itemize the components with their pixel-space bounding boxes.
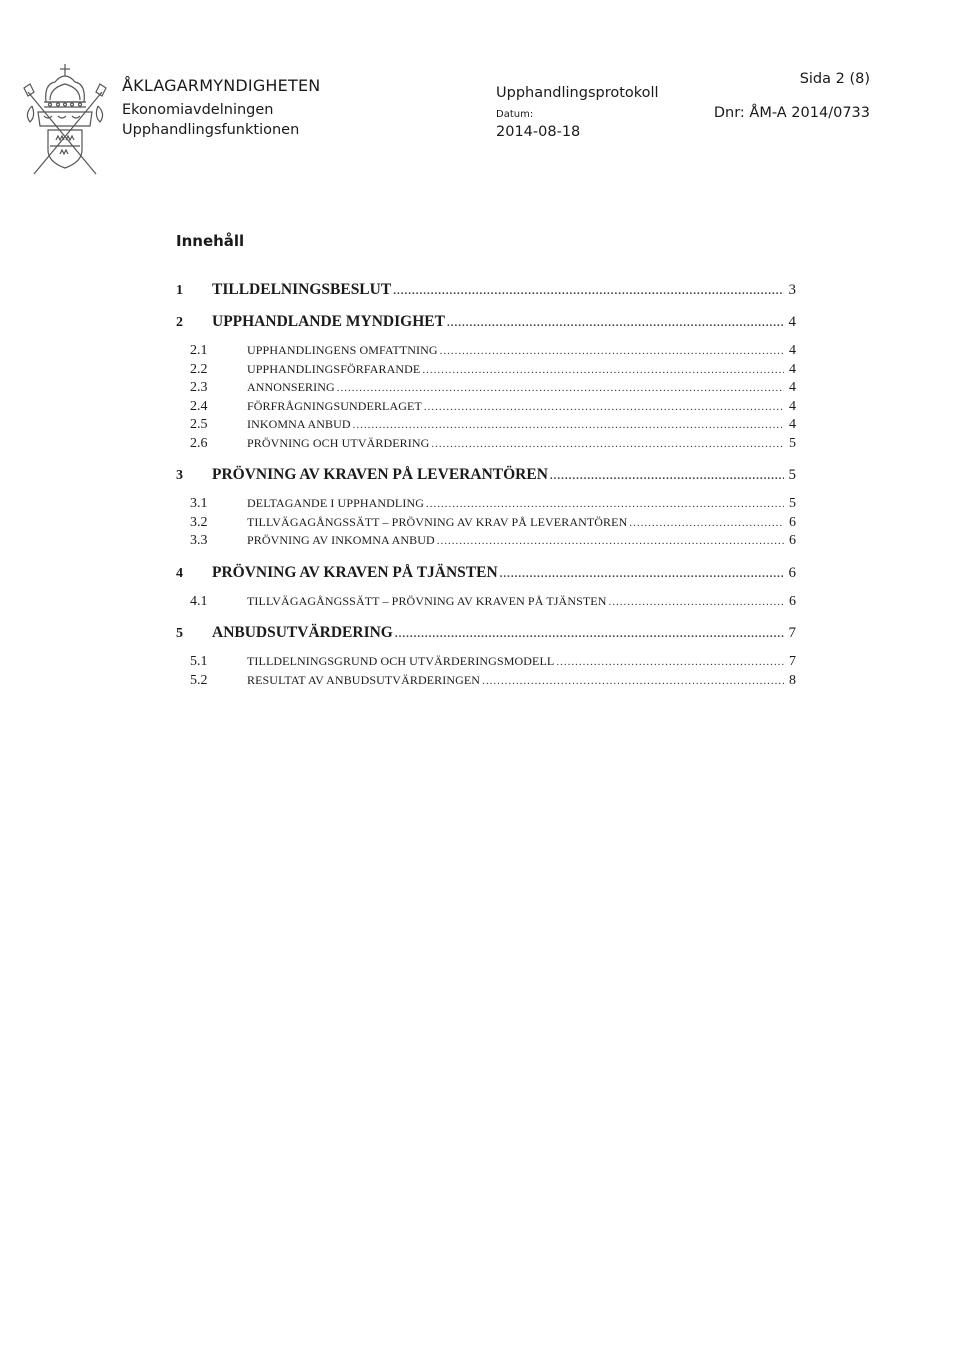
toc-subentry[interactable] [176,494,796,513]
toc-subentry[interactable] [176,652,796,671]
toc-entry-page: 4 [789,398,796,414]
document-type: Upphandlingsprotokoll [496,85,659,101]
toc-leader-dots [422,361,784,380]
toc-entry-page: 5 [789,435,796,451]
toc-leader-dots [609,593,785,612]
toc-entry-number: 3.2 [190,514,208,530]
toc-entry-number: 2.4 [190,398,208,414]
toc-subentry[interactable] [176,513,796,532]
toc-entry-page: 4 [789,380,796,395]
document-date: 2014-08-18 [496,124,581,140]
toc-leader-dots [353,416,784,435]
toc-entry[interactable] [176,563,796,582]
organization-block [122,76,320,140]
toc-entry-number: 2 [176,315,183,330]
toc-entry-page: 4 [789,343,796,358]
toc-entry-number: 5.2 [190,672,208,688]
document-info [496,83,659,141]
toc-entry-page: 7 [789,654,796,669]
table-of-contents [176,272,796,689]
toc-entry-title: TILLDELNINGSBESLUT [212,281,392,298]
toc-entry-title: UPPHANDLINGENS OMFATTNING [247,343,438,357]
page-number: Sida 2 (8) [799,71,870,87]
toc-leader-dots [393,282,784,301]
toc-entry[interactable] [176,312,796,331]
toc-subentry[interactable] [176,671,796,690]
toc-subentry[interactable] [176,434,796,453]
organization-name: ÅKLAGARMYNDIGHETEN [122,76,321,95]
toc-subentry[interactable] [176,415,796,434]
toc-entry-title: PRÖVNING OCH UTVÄRDERING [247,435,430,450]
toc-subentry[interactable] [176,592,796,611]
toc-subentry[interactable] [176,341,796,360]
toc-entry-number: 3.3 [190,533,208,548]
toc-entry-title: DELTAGANDE I UPPHANDLING [247,496,424,510]
toc-entry-title: ANBUDSUTVÄRDERING [212,624,393,641]
toc-leader-dots [395,625,784,644]
function-name: Upphandlingsfunktionen [122,122,300,138]
toc-entry-number: 2.3 [190,380,208,395]
toc-entry-page: 6 [788,564,796,581]
toc-entry-page: 3 [788,282,796,298]
toc-entry-title: INKOMNA ANBUD [247,417,351,431]
toc-entry-number: 4.1 [190,593,208,609]
toc-leader-dots [424,398,784,417]
toc-leader-dots [550,467,784,486]
toc-leader-dots [426,495,784,514]
toc-leader-dots [437,532,784,551]
toc-entry-page: 4 [788,314,796,330]
toc-entry-title: ANNONSERING [247,380,335,394]
toc-entry[interactable] [176,623,796,642]
coat-of-arms-logo [20,62,110,180]
toc-leader-dots [337,379,784,398]
toc-entry-title: TILLVÄGAGÅNGSSÄTT – PRÖVNING AV KRAVEN PÅ TJÄNSTEN [247,593,607,608]
toc-subentry[interactable] [176,397,796,416]
toc-entry-page: 8 [789,672,796,688]
department-name: Ekonomiavdelningen [122,102,274,118]
toc-leader-dots [440,342,784,361]
toc-entry-title: TILLVÄGAGÅNGSSÄTT – PRÖVNING AV KRAV PÅ LEVERANTÖREN [247,514,628,529]
toc-leader-dots [629,514,784,533]
toc-leader-dots [431,435,784,454]
toc-entry-page: 6 [789,593,796,609]
toc-entry-number: 2.6 [190,435,208,451]
toc-heading: Innehåll [176,232,245,250]
toc-subentry[interactable] [176,360,796,379]
toc-entry-number: 4 [176,565,183,581]
toc-entry[interactable] [176,465,796,484]
toc-entry-page: 4 [789,417,796,432]
registration-number: Dnr: ÅM-A 2014/0733 [713,105,870,121]
toc-entry-title: PRÖVNING AV KRAVEN PÅ LEVERANTÖREN [212,466,548,483]
toc-entry-title: UPPHANDLINGSFÖRFARANDE [247,361,421,376]
toc-entry-page: 5 [789,496,796,511]
toc-entry-title: UPPHANDLANDE MYNDIGHET [212,313,445,330]
toc-entry-number: 2.2 [190,361,208,377]
toc-entry[interactable] [176,280,796,299]
toc-entry-page: 6 [789,533,796,548]
toc-entry-title: PRÖVNING AV INKOMNA ANBUD [247,533,435,547]
toc-subentry[interactable] [176,378,796,397]
toc-entry-number: 2.5 [190,417,208,432]
toc-entry-title: PRÖVNING AV KRAVEN PÅ TJÄNSTEN [212,563,498,581]
toc-subentry[interactable] [176,531,796,550]
toc-entry-title: FÖRFRÅGNINGSUNDERLAGET [247,398,422,413]
toc-leader-dots [556,653,784,672]
toc-entry-page: 7 [788,625,796,641]
toc-entry-title: RESULTAT AV ANBUDSUTVÄRDERINGEN [247,672,481,687]
page-info [714,70,870,122]
toc-leader-dots [447,314,784,333]
toc-entry-number: 3 [176,468,183,483]
toc-entry-title: TILLDELNINGSGRUND OCH UTVÄRDERINGSMODELL [247,654,555,668]
toc-entry-number: 2.1 [190,343,208,358]
date-label: Datum: [496,109,534,120]
toc-entry-number: 3.1 [190,496,208,511]
toc-leader-dots [500,565,784,584]
toc-leader-dots [482,672,784,691]
toc-entry-number: 5.1 [190,654,208,669]
toc-entry-page: 5 [788,467,796,483]
toc-entry-number: 1 [176,283,183,298]
toc-entry-page: 6 [789,514,796,530]
toc-entry-number: 5 [176,626,183,641]
toc-entry-page: 4 [789,361,796,377]
